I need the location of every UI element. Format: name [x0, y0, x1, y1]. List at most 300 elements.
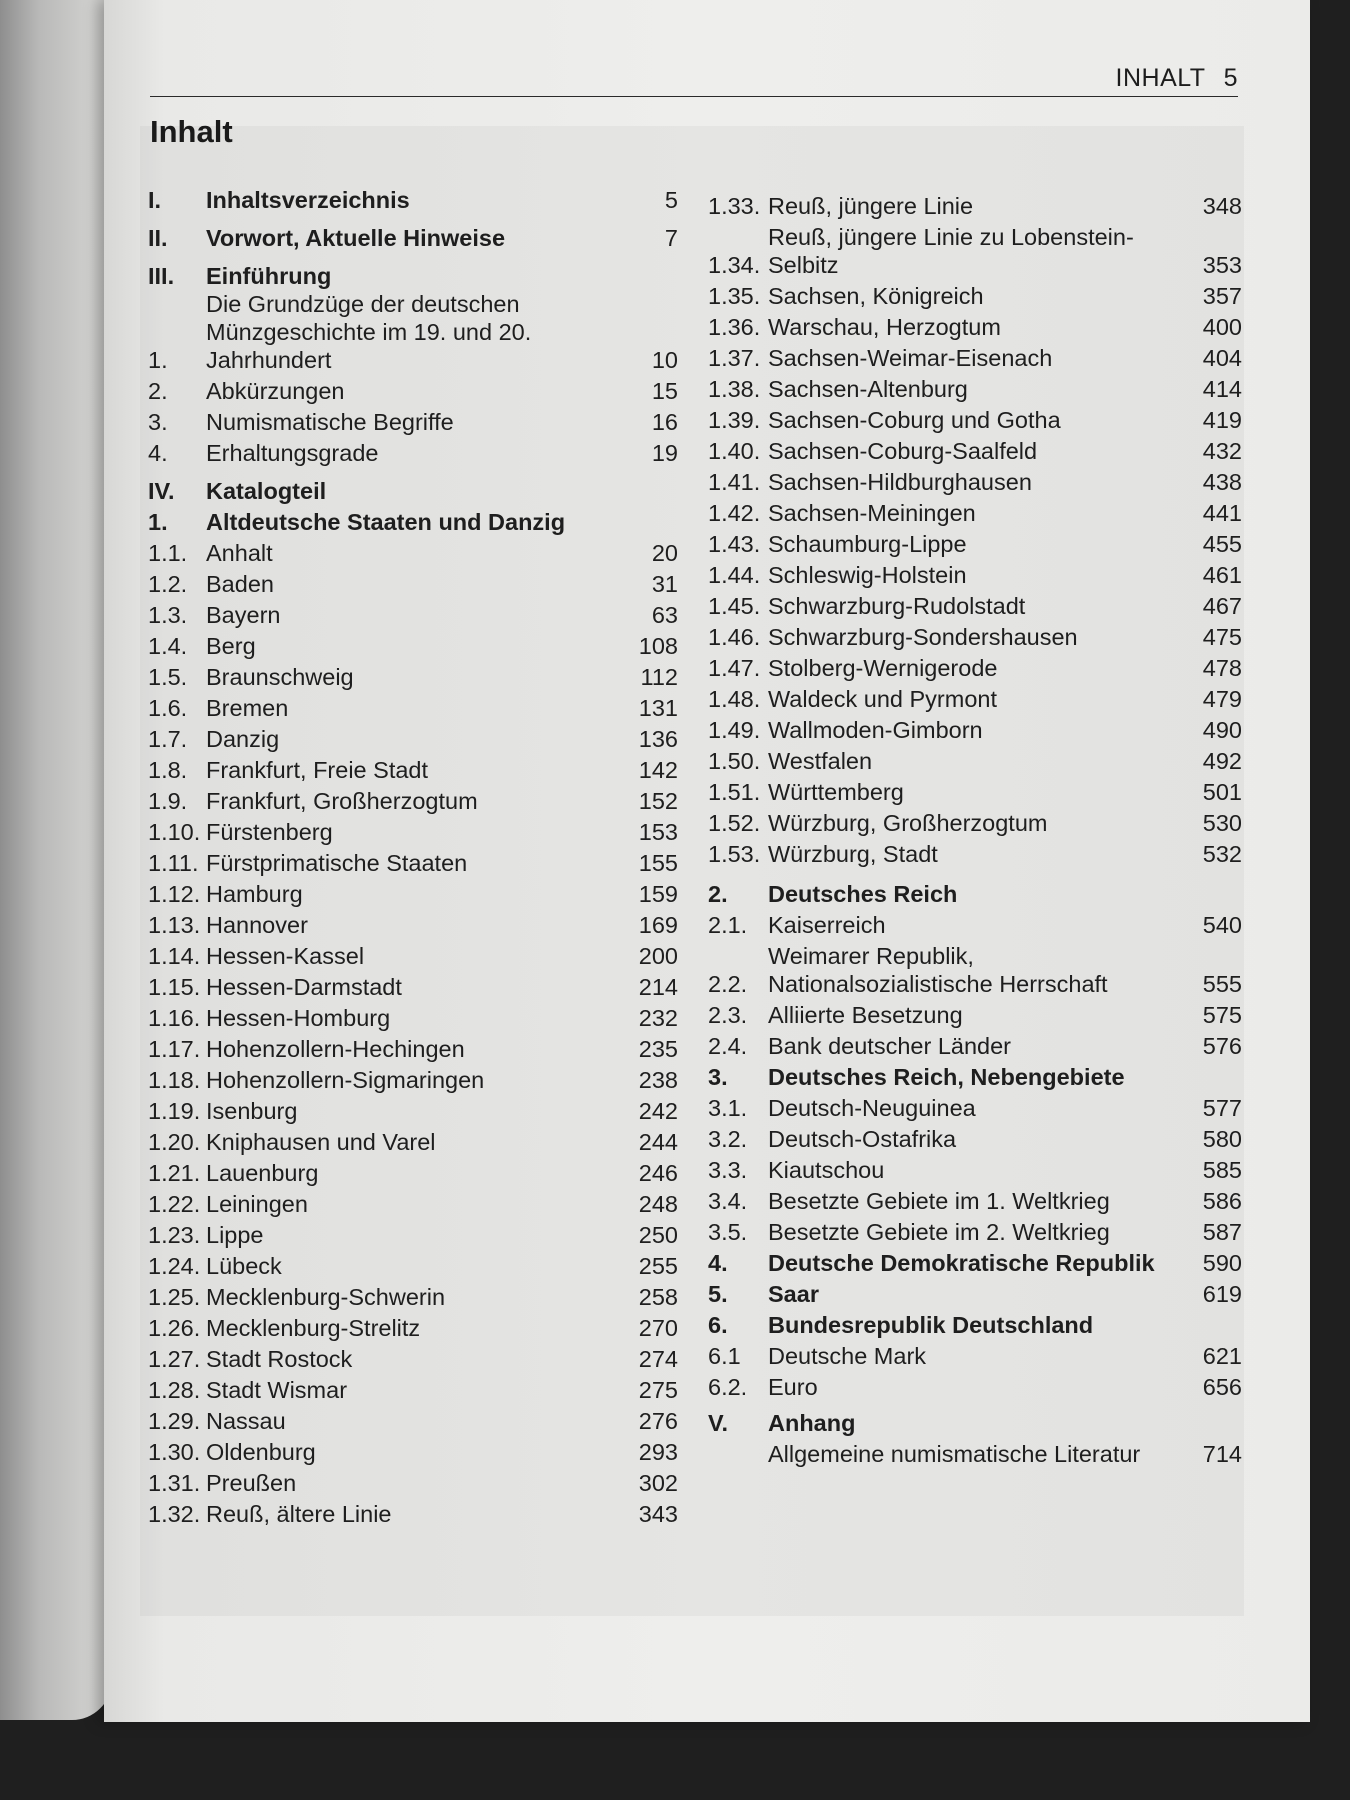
toc-entry-number: 1.32.: [148, 1501, 201, 1527]
toc-entry-number: 1.46.: [708, 624, 761, 650]
toc-entry-page: 353: [1202, 252, 1242, 278]
toc-entry-title: Inhaltsverzeichnis: [206, 187, 410, 213]
toc-entry: [148, 849, 678, 877]
toc-entry-page: 152: [638, 788, 678, 814]
toc-entry: [148, 663, 678, 691]
toc-entry-title: Warschau, Herzogtum: [768, 314, 1001, 340]
toc-entry-number: II.: [148, 225, 168, 251]
toc-entry-number: 1.9.: [148, 788, 188, 814]
toc-entry: [148, 1066, 678, 1094]
toc-entry-number: 1.2.: [148, 571, 188, 597]
header-rule: [150, 96, 1238, 97]
toc-entry: [708, 344, 1242, 372]
toc-entry-page: 232: [638, 1005, 678, 1031]
toc-entry-page: 576: [1202, 1033, 1242, 1059]
toc-entry-title: Fürstenberg: [206, 819, 333, 845]
book-page: [104, 0, 1310, 1722]
toc-entry-page: 555: [1202, 971, 1242, 997]
toc-entry-number: 1.11.: [148, 850, 199, 876]
toc-entry: [708, 1125, 1242, 1153]
toc-entry-title: Württemberg: [768, 779, 904, 805]
toc-entry-number: 1.20.: [148, 1129, 201, 1155]
toc-entry-number: 1.14.: [148, 943, 201, 969]
toc-entry-page: 274: [638, 1346, 678, 1372]
toc-entry: [148, 601, 678, 629]
toc-entry: [708, 1249, 1242, 1277]
toc-entry-page: 169: [638, 912, 678, 938]
toc-entry-number: 1.38.: [708, 376, 761, 402]
toc-entry-number: 6.2.: [708, 1374, 748, 1400]
toc-entry: [148, 1128, 678, 1156]
toc-entry-page: 276: [638, 1408, 678, 1434]
toc-entry-page: 258: [638, 1284, 678, 1310]
toc-entry: [708, 468, 1242, 496]
toc-entry: [708, 1063, 1242, 1091]
toc-entry-number: 1.3.: [148, 602, 188, 628]
toc-entry: [708, 778, 1242, 806]
toc-entry-title: Hamburg: [206, 881, 303, 907]
toc-entry-title: Westfalen: [768, 748, 873, 774]
toc-entry-number: 1.40.: [708, 438, 761, 464]
toc-entry: [708, 406, 1242, 434]
toc-entry-page: 343: [638, 1501, 678, 1527]
toc-entry-page: 540: [1202, 912, 1242, 938]
toc-entry: [148, 1438, 678, 1466]
toc-entry-number: 1.26.: [148, 1315, 201, 1341]
toc-entry-page: 404: [1202, 345, 1242, 371]
toc-entry-number: 1.16.: [148, 1005, 201, 1031]
toc-entry: [148, 1004, 678, 1032]
toc-entry-number: 1.21.: [148, 1160, 201, 1186]
toc-entry-number: 1.8.: [148, 757, 188, 783]
toc-entry-page: 214: [638, 974, 678, 1000]
toc-entry-page: 478: [1202, 655, 1242, 681]
toc-entry: [708, 1311, 1242, 1339]
toc-entry-title: Schwarzburg-Sondershausen: [768, 624, 1078, 650]
toc-entry-page: 619: [1202, 1281, 1242, 1307]
toc-entry: [148, 1469, 678, 1497]
toc-entry-title: Leiningen: [206, 1191, 308, 1217]
toc-entry: [708, 1342, 1242, 1370]
toc-entry: [148, 787, 678, 815]
toc-entry-title: Hohenzollern-Hechingen: [206, 1036, 465, 1062]
toc-entry-number: 1.13.: [148, 912, 201, 938]
toc-entry: [708, 1373, 1242, 1401]
toc-entry-page: 475: [1202, 624, 1242, 650]
toc-entry: [708, 623, 1242, 651]
toc-entry-page: 501: [1202, 779, 1242, 805]
toc-entry: [148, 570, 678, 598]
toc-entry: [708, 530, 1242, 558]
toc-entry-page: 248: [638, 1191, 678, 1217]
toc-entry-number: 1.42.: [708, 500, 761, 526]
toc-entry-title: Lippe: [206, 1222, 264, 1248]
toc-entry-page: 7: [664, 225, 678, 251]
toc-entry-number: 3.3.: [708, 1157, 748, 1183]
toc-entry-title: Reuß, jüngere Linie zu Lobenstein-Selbitz: [768, 224, 1134, 278]
toc-entry: [148, 1097, 678, 1125]
toc-entry-number: 1.39.: [708, 407, 761, 433]
toc-entry-number: 2.: [148, 378, 168, 404]
toc-entry: [148, 973, 678, 1001]
toc-entry-title: Erhaltungsgrade: [206, 440, 379, 466]
toc-entry-title: Bundesrepublik Deutschland: [768, 1312, 1094, 1338]
toc-entry: [148, 1283, 678, 1311]
toc-entry-number: 1.49.: [708, 717, 761, 743]
toc-entry-number: 1.33.: [708, 193, 761, 219]
toc-entry-number: 1.30.: [148, 1439, 201, 1465]
toc-entry-title: Sachsen, Königreich: [768, 283, 984, 309]
toc-entry-title: Fürstprimatische Staaten: [206, 850, 468, 876]
toc-entry-number: 1.17.: [148, 1036, 201, 1062]
toc-entry: [708, 747, 1242, 775]
toc-entry-title: Saar: [768, 1281, 819, 1307]
toc-entry-title: Einführung: [206, 263, 332, 289]
toc-entry-title: Nassau: [206, 1408, 286, 1434]
toc-entry: [708, 561, 1242, 589]
toc-entry-page: 414: [1202, 376, 1242, 402]
toc-entry-title: Würzburg, Großherzogtum: [768, 810, 1048, 836]
toc-entry-title: Die Grundzüge der deutschen Münzgeschichte im 19. und 20. Jahrhundert: [206, 291, 532, 373]
toc-entry-number: 1.1.: [148, 540, 188, 566]
toc-entry: [708, 1280, 1242, 1308]
toc-entry-page: 585: [1202, 1157, 1242, 1183]
toc-entry-page: 16: [651, 409, 678, 435]
toc-entry: [148, 818, 678, 846]
toc-entry-title: Waldeck und Pyrmont: [768, 686, 997, 712]
toc-entry-title: Frankfurt, Großherzogtum: [206, 788, 478, 814]
toc-entry: [708, 809, 1242, 837]
toc-entry-title: Weimarer Republik, Nationalsozialistische Herrschaft: [768, 943, 1108, 997]
toc-entry-page: 250: [638, 1222, 678, 1248]
toc-entry: [708, 437, 1242, 465]
toc-entry-page: 242: [638, 1098, 678, 1124]
toc-entry-number: 3.2.: [708, 1126, 748, 1152]
toc-entry-number: 2.4.: [708, 1033, 748, 1059]
toc-entry: [148, 1376, 678, 1404]
toc-entry-number: 1.48.: [708, 686, 761, 712]
toc-entry-page: 432: [1202, 438, 1242, 464]
running-head-label: INHALT: [1115, 64, 1206, 92]
toc-entry-page: 155: [638, 850, 678, 876]
toc-entry-number: 4.: [148, 440, 168, 466]
toc-entry: [148, 1500, 678, 1528]
toc-entry-number: 1.37.: [708, 345, 761, 371]
toc-entry-page: 438: [1202, 469, 1242, 495]
toc-entry-title: Anhang: [768, 1410, 856, 1436]
toc-entry: [148, 1190, 678, 1218]
toc-entry-title: Deutsch-Neuguinea: [768, 1095, 976, 1121]
toc-entry-title: Schwarzburg-Rudolstadt: [768, 593, 1026, 619]
toc-entry: [708, 1156, 1242, 1184]
toc-entry-title: Alliierte Besetzung: [768, 1002, 963, 1028]
toc-entry-page: 479: [1202, 686, 1242, 712]
toc-entry-number: 1.47.: [708, 655, 761, 681]
toc-entry-number: 1.43.: [708, 531, 761, 557]
toc-entry-title: Deutsches Reich, Nebengebiete: [768, 1064, 1125, 1090]
toc-entry-page: 244: [638, 1129, 678, 1155]
toc-entry-page: 270: [638, 1315, 678, 1341]
toc-entry-page: 246: [638, 1160, 678, 1186]
toc-entry: [708, 1218, 1242, 1246]
toc-entry: [148, 1407, 678, 1435]
running-head-page-number: 5: [1223, 64, 1238, 92]
toc-entry-page: 108: [638, 633, 678, 659]
toc-entry-page: 532: [1202, 841, 1242, 867]
toc-entry: [148, 477, 678, 505]
toc-entry-title: Sachsen-Meiningen: [768, 500, 976, 526]
toc-entry-title: Kniphausen und Varel: [206, 1129, 436, 1155]
toc-entry-number: 1.25.: [148, 1284, 201, 1310]
toc-entry-number: 2.2.: [708, 971, 748, 997]
toc-entry: [148, 1314, 678, 1342]
toc-entry-title: Sachsen-Coburg und Gotha: [768, 407, 1061, 433]
toc-entry-title: Frankfurt, Freie Stadt: [206, 757, 429, 783]
toc-entry: [148, 942, 678, 970]
toc-entry-page: 586: [1202, 1188, 1242, 1214]
toc-entry-page: 235: [638, 1036, 678, 1062]
toc-entry-number: V.: [708, 1410, 729, 1436]
toc-entry-page: 530: [1202, 810, 1242, 836]
toc-entry-number: 1.15.: [148, 974, 201, 1000]
toc-entry-title: Oldenburg: [206, 1439, 316, 1465]
toc-entry-title: Stadt Rostock: [206, 1346, 353, 1372]
toc-entry-number: 1.6.: [148, 695, 188, 721]
toc-entry-title: Stadt Wismar: [206, 1377, 348, 1403]
toc-entry-number: 1.44.: [708, 562, 761, 588]
toc-entry-number: 4.: [708, 1250, 728, 1276]
toc-entry: [148, 439, 678, 467]
toc-entry-title: Mecklenburg-Schwerin: [206, 1284, 446, 1310]
toc-entry-title: Würzburg, Stadt: [768, 841, 938, 867]
toc-entry-page: 490: [1202, 717, 1242, 743]
toc-entry-number: 6.: [708, 1312, 728, 1338]
toc-entry-page: 293: [638, 1439, 678, 1465]
toc-entry: [148, 539, 678, 567]
toc-entry-title: Danzig: [206, 726, 280, 752]
toc-entry-title: Baden: [206, 571, 274, 597]
toc-entry-number: 1.7.: [148, 726, 188, 752]
toc-entry-number: 1.31.: [148, 1470, 201, 1496]
toc-entry: [148, 632, 678, 660]
toc-entry: [148, 1035, 678, 1063]
toc-entry-page: 656: [1202, 1374, 1242, 1400]
toc-entry-title: Hessen-Homburg: [206, 1005, 391, 1031]
toc-entry-page: 159: [638, 881, 678, 907]
previous-page-edge: [0, 0, 112, 1720]
toc-entry-page: 142: [638, 757, 678, 783]
toc-entry-page: 302: [638, 1470, 678, 1496]
toc-entry-title: Kaiserreich: [768, 912, 886, 938]
toc-entry-page: 590: [1202, 1250, 1242, 1276]
toc-entry-page: 19: [651, 440, 678, 466]
toc-entry-page: 587: [1202, 1219, 1242, 1245]
toc-entry-page: 419: [1202, 407, 1242, 433]
toc-entry-number: 1.: [148, 347, 168, 373]
toc-entry: [148, 911, 678, 939]
toc-entry-number: 2.3.: [708, 1002, 748, 1028]
toc-entry-title: Bayern: [206, 602, 281, 628]
toc-entry: [708, 375, 1242, 403]
toc-entry-page: 455: [1202, 531, 1242, 557]
toc-entry: [708, 1094, 1242, 1122]
toc-entry: [708, 716, 1242, 744]
toc-entry: [708, 282, 1242, 310]
toc-entry-number: 1.36.: [708, 314, 761, 340]
toc-entry-title: Sachsen-Altenburg: [768, 376, 968, 402]
toc-entry-title: Euro: [768, 1374, 818, 1400]
toc-entry-title: Abkürzungen: [206, 378, 345, 404]
toc-entry-title: Besetzte Gebiete im 2. Weltkrieg: [768, 1219, 1110, 1245]
toc-entry: [148, 262, 678, 290]
toc-entry: [708, 911, 1242, 939]
toc-entry: [148, 377, 678, 405]
toc-entry-number: 1.28.: [148, 1377, 201, 1403]
toc-entry-number: 1.50.: [708, 748, 761, 774]
toc-entry-page: 575: [1202, 1002, 1242, 1028]
toc-entry-number: 1.35.: [708, 283, 761, 309]
toc-entry-number: I.: [148, 187, 162, 213]
toc-entry: [708, 840, 1242, 868]
toc-entry-number: 3.: [148, 409, 168, 435]
toc-entry-title: Reuß, ältere Linie: [206, 1501, 392, 1527]
toc-entry-title: Kiautschou: [768, 1157, 885, 1183]
toc-right-column: [708, 192, 1242, 1468]
running-head: [1116, 64, 1238, 93]
toc-entry: [148, 508, 678, 536]
toc-entry-title: Vorwort, Aktuelle Hinweise: [206, 225, 506, 251]
toc-entry-title: Wallmoden-Gimborn: [768, 717, 983, 743]
toc-entry: [148, 756, 678, 784]
toc-entry-number: 1.53.: [708, 841, 761, 867]
toc-entry-title: Sachsen-Weimar-Eisenach: [768, 345, 1053, 371]
toc-entry-number: 6.1: [708, 1343, 741, 1369]
toc-entry-number: 1.23.: [148, 1222, 201, 1248]
toc-entry-title: Katalogteil: [206, 478, 327, 504]
toc-entry-page: 577: [1202, 1095, 1242, 1121]
toc-entry-title: Braunschweig: [206, 664, 354, 690]
toc-entry-title: Altdeutsche Staaten und Danzig: [206, 509, 566, 535]
toc-entry: [148, 1345, 678, 1373]
toc-entry-title: Isenburg: [206, 1098, 298, 1124]
toc-entry-page: 348: [1202, 193, 1242, 219]
toc-entry: [148, 408, 678, 436]
toc-entry-title: Schaumburg-Lippe: [768, 531, 967, 557]
toc-entry-title: Lübeck: [206, 1253, 282, 1279]
toc-entry-page: 238: [638, 1067, 678, 1093]
toc-entry-number: 1.51.: [708, 779, 761, 805]
toc-entry-number: 1.: [148, 509, 168, 535]
toc-entry-number: 1.12.: [148, 881, 201, 907]
toc-entry-number: 1.45.: [708, 593, 761, 619]
toc-entry-page: 255: [638, 1253, 678, 1279]
toc-entry-page: 112: [640, 664, 678, 690]
toc-entry: [148, 880, 678, 908]
toc-entry-title: Bremen: [206, 695, 289, 721]
toc-entry-title: Schleswig-Holstein: [768, 562, 967, 588]
toc-entry-page: 10: [651, 347, 678, 373]
toc-entry: [708, 880, 1242, 908]
toc-entry-page: 153: [638, 819, 678, 845]
toc-entry-title: Berg: [206, 633, 256, 659]
page-title: Inhalt: [150, 114, 233, 149]
toc-entry-page: 400: [1202, 314, 1242, 340]
toc-entry: [708, 1001, 1242, 1029]
toc-entry-title: Besetzte Gebiete im 1. Weltkrieg: [768, 1188, 1110, 1214]
toc-entry-number: 1.4.: [148, 633, 188, 659]
toc-entry: [708, 1032, 1242, 1060]
toc-entry-number: 1.27.: [148, 1346, 201, 1372]
toc-entry-title: Deutsches Reich: [768, 881, 958, 907]
toc-entry-number: IV.: [148, 478, 175, 504]
toc-entry-title: Deutsche Demokratische Republik: [768, 1250, 1155, 1276]
toc-entry-page: 357: [1202, 283, 1242, 309]
toc-entry-number: 1.24.: [148, 1253, 201, 1279]
toc-entry: [708, 192, 1242, 220]
toc-entry-number: 3.4.: [708, 1188, 748, 1214]
toc-entry-page: 131: [638, 695, 678, 721]
toc-entry-page: 467: [1202, 593, 1242, 619]
toc-entry-page: 714: [1202, 1441, 1242, 1467]
toc-entry-title: Allgemeine numismatische Literatur: [768, 1441, 1141, 1467]
toc-entry: [708, 223, 1242, 279]
toc-left-column: [148, 186, 678, 1528]
toc-entry-title: Preußen: [206, 1470, 297, 1496]
toc-entry-title: Mecklenburg-Strelitz: [206, 1315, 421, 1341]
toc-entry: [708, 1187, 1242, 1215]
toc-entry-title: Sachsen-Coburg-Saalfeld: [768, 438, 1038, 464]
toc-entry-page: 441: [1202, 500, 1242, 526]
toc-entry-number: 2.1.: [708, 912, 748, 938]
toc-entry-title: Reuß, jüngere Linie: [768, 193, 974, 219]
toc-entry-title: Hessen-Kassel: [206, 943, 365, 969]
toc-entry-number: 5.: [708, 1281, 728, 1307]
toc-entry-title: Anhalt: [206, 540, 273, 566]
toc-entry-number: 3.5.: [708, 1219, 748, 1245]
toc-entry-number: 1.29.: [148, 1408, 201, 1434]
toc-entry-title: Hohenzollern-Sigmaringen: [206, 1067, 485, 1093]
toc-entry-number: 3.: [708, 1064, 728, 1090]
toc-entry-number: 1.10.: [148, 819, 201, 845]
toc-entry-page: 136: [638, 726, 678, 752]
toc-entry-number: 2.: [708, 881, 728, 907]
toc-entry: [708, 1440, 1242, 1468]
toc-entry: [148, 224, 678, 252]
toc-entry-title: Sachsen-Hildburghausen: [768, 469, 1032, 495]
toc-entry: [708, 654, 1242, 682]
toc-entry-number: 1.34.: [708, 252, 761, 278]
toc-entry-page: 31: [651, 571, 678, 597]
toc-entry-page: 492: [1202, 748, 1242, 774]
toc-entry-number: 3.1.: [708, 1095, 748, 1121]
toc-entry: [148, 725, 678, 753]
toc-entry: [708, 313, 1242, 341]
toc-entry-number: 1.5.: [148, 664, 188, 690]
toc-entry-number: 1.41.: [708, 469, 761, 495]
toc-entry-title: Deutsch-Ostafrika: [768, 1126, 957, 1152]
toc-entry-page: 63: [651, 602, 678, 628]
toc-entry: [708, 1409, 1242, 1437]
toc-entry-title: Numismatische Begriffe: [206, 409, 454, 435]
toc-entry: [148, 290, 678, 374]
toc-entry-number: III.: [148, 263, 175, 289]
toc-entry: [148, 1252, 678, 1280]
toc-entry-number: 1.19.: [148, 1098, 201, 1124]
toc-entry: [148, 1159, 678, 1187]
toc-entry-title: Hessen-Darmstadt: [206, 974, 402, 1000]
toc-entry-page: 5: [664, 187, 678, 213]
toc-entry: [708, 499, 1242, 527]
